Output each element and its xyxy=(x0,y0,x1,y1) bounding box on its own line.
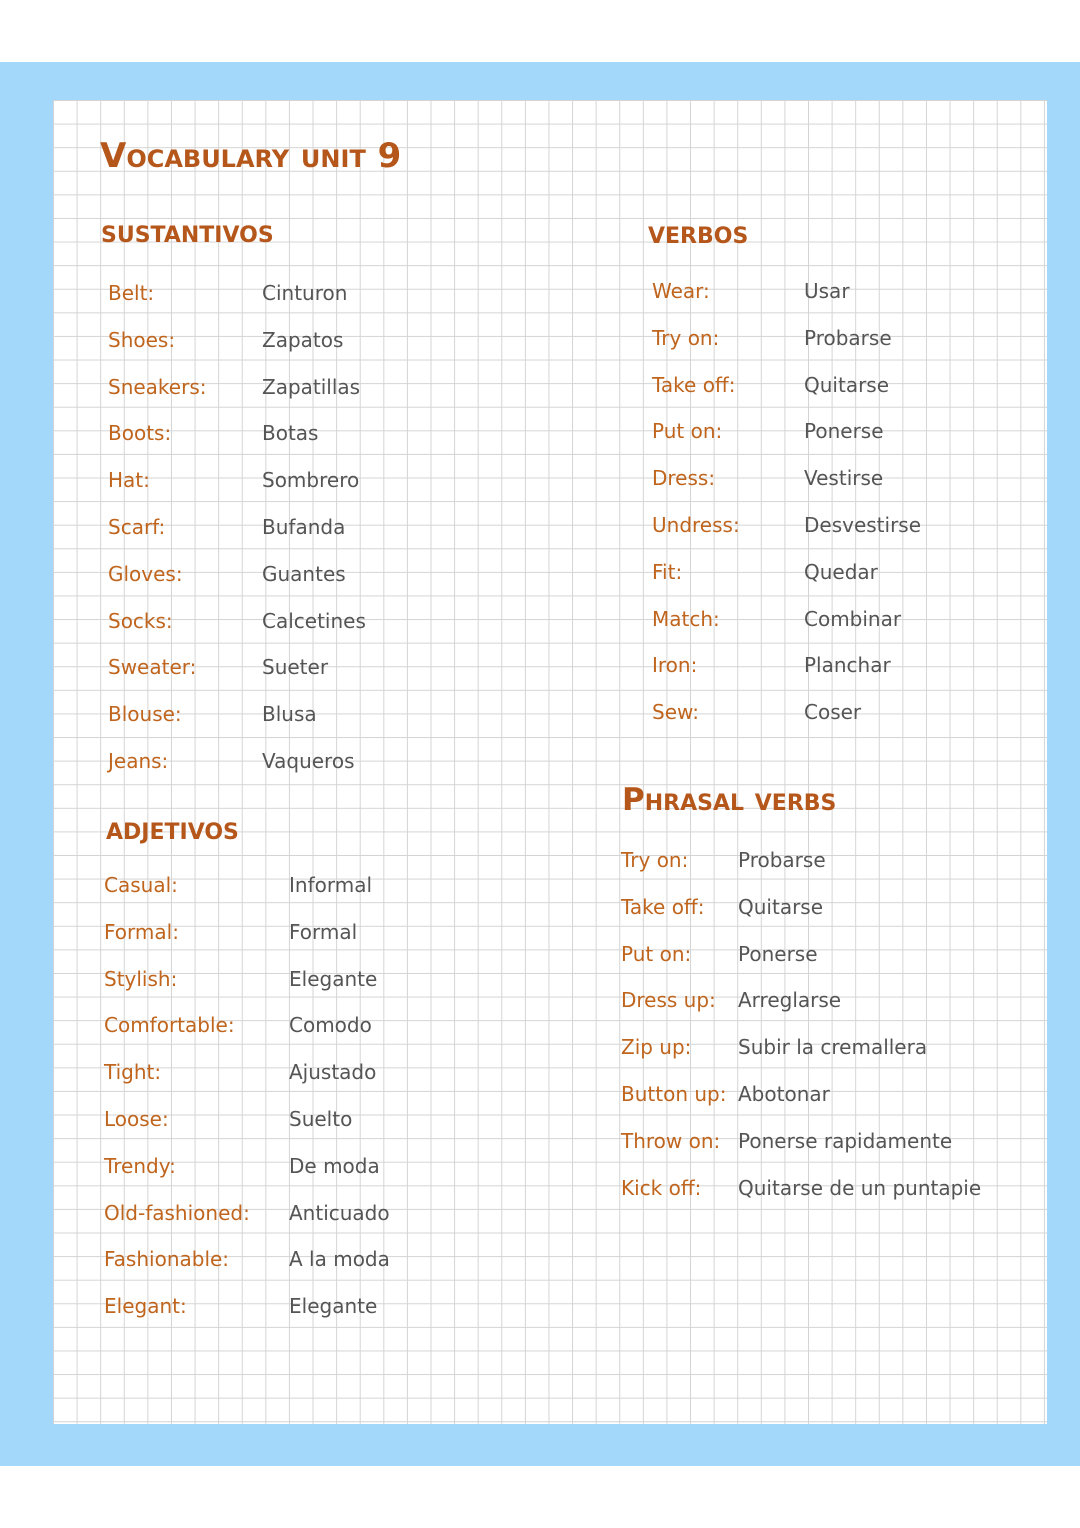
english-term: Trendy: xyxy=(104,1153,176,1178)
vocab-list-adjetivos xyxy=(104,873,424,1341)
spanish-translation: Calcetines xyxy=(262,608,366,633)
english-term: Dress: xyxy=(652,466,716,491)
vocab-row xyxy=(652,513,952,560)
spanish-translation: Formal xyxy=(289,919,358,944)
spanish-translation: Quedar xyxy=(804,559,878,584)
english-term: Boots: xyxy=(108,421,172,446)
vocab-row xyxy=(108,749,408,796)
spanish-translation: Cinturon xyxy=(262,281,348,305)
english-term: Iron: xyxy=(652,653,698,678)
spanish-translation: Elegante xyxy=(289,966,378,991)
english-term: Dress up: xyxy=(621,988,716,1013)
vocab-row xyxy=(652,700,952,747)
vocab-row xyxy=(621,1082,1021,1129)
english-term: Casual: xyxy=(104,873,178,897)
vocab-row xyxy=(108,655,408,702)
english-term: Fashionable: xyxy=(104,1247,230,1272)
vocab-row xyxy=(104,920,424,967)
vocab-row xyxy=(652,419,952,466)
vocab-list-phrasal-verbs xyxy=(621,848,1021,1222)
english-term: Comfortable: xyxy=(104,1013,235,1038)
spanish-translation: Ponerse xyxy=(804,419,884,444)
spanish-translation: Ponerse xyxy=(738,941,818,966)
spanish-translation: A la moda xyxy=(289,1247,390,1272)
english-term: Socks: xyxy=(108,608,173,633)
vocab-row xyxy=(621,1176,1021,1223)
english-term: Button up: xyxy=(621,1081,727,1106)
english-term: Blouse: xyxy=(108,702,182,727)
spanish-translation: Vestirse xyxy=(804,466,884,491)
spanish-translation: Zapatos xyxy=(262,327,344,352)
english-term: Tight: xyxy=(104,1060,162,1085)
spanish-translation: Vaqueros xyxy=(262,748,355,773)
spanish-translation: Quitarse xyxy=(804,372,890,397)
vocab-row xyxy=(104,1247,424,1294)
vocab-list-sustantivos xyxy=(108,281,408,796)
vocab-row xyxy=(621,848,1021,895)
english-term: Loose: xyxy=(104,1106,169,1131)
vocab-row xyxy=(108,515,408,562)
section-heading-verbos: verbos xyxy=(648,215,749,251)
english-term: Formal: xyxy=(104,919,179,944)
vocab-row xyxy=(621,988,1021,1035)
spanish-translation: Usar xyxy=(804,279,850,303)
vocab-row xyxy=(104,1013,424,1060)
vocab-row xyxy=(652,373,952,420)
vocab-row xyxy=(621,1035,1021,1082)
english-term: Hat: xyxy=(108,468,150,493)
vocab-row xyxy=(652,466,952,513)
english-term: Stylish: xyxy=(104,966,178,991)
spanish-translation: Subir la cremallera xyxy=(738,1035,928,1060)
english-term: Shoes: xyxy=(108,327,176,352)
english-term: Gloves: xyxy=(108,561,183,586)
english-term: Try on: xyxy=(621,848,689,872)
spanish-translation: Desvestirse xyxy=(804,512,922,537)
spanish-translation: Anticuado xyxy=(289,1200,390,1225)
spanish-translation: Elegante xyxy=(289,1294,378,1319)
spanish-translation: Planchar xyxy=(804,653,891,678)
spanish-translation: Zapatillas xyxy=(262,374,361,399)
vocab-row xyxy=(108,421,408,468)
spanish-translation: Sueter xyxy=(262,655,329,680)
vocab-row xyxy=(108,468,408,515)
vocab-row xyxy=(652,653,952,700)
vocab-row xyxy=(104,1060,424,1107)
english-term: Match: xyxy=(652,606,720,631)
spanish-translation: Probarse xyxy=(804,325,892,350)
vocab-row xyxy=(108,609,408,656)
english-term: Put on: xyxy=(652,419,723,444)
section-heading-sustantivos: sustantivos xyxy=(101,214,274,250)
vocab-row xyxy=(108,562,408,609)
vocab-row xyxy=(108,375,408,422)
spanish-translation: Abotonar xyxy=(738,1081,830,1106)
vocab-row xyxy=(108,281,408,328)
english-term: Put on: xyxy=(621,941,692,966)
spanish-translation: De moda xyxy=(289,1153,380,1178)
vocab-row xyxy=(652,326,952,373)
english-term: Take off: xyxy=(621,894,705,919)
spanish-translation: Ajustado xyxy=(289,1060,377,1085)
spanish-translation: Quitarse xyxy=(738,894,824,919)
spanish-translation: Bufanda xyxy=(262,514,346,539)
vocab-row xyxy=(104,1201,424,1248)
english-term: Take off: xyxy=(652,372,736,397)
vocab-row xyxy=(621,942,1021,989)
spanish-translation: Coser xyxy=(804,700,862,725)
english-term: Sneakers: xyxy=(108,374,207,399)
vocab-row xyxy=(104,1154,424,1201)
spanish-translation: Botas xyxy=(262,421,319,446)
english-term: Zip up: xyxy=(621,1035,692,1060)
english-term: Undress: xyxy=(652,512,740,537)
english-term: Old-fashioned: xyxy=(104,1200,250,1225)
vocab-row xyxy=(652,560,952,607)
vocab-row xyxy=(652,279,952,326)
spanish-translation: Informal xyxy=(289,873,373,897)
english-term: Elegant: xyxy=(104,1294,187,1319)
spanish-translation: Guantes xyxy=(262,561,346,586)
vocab-row xyxy=(108,702,408,749)
spanish-translation: Sombrero xyxy=(262,468,360,493)
english-term: Sweater: xyxy=(108,655,197,680)
spanish-translation: Probarse xyxy=(738,848,826,872)
spanish-translation: Quitarse de un puntapie xyxy=(738,1175,982,1200)
english-term: Wear: xyxy=(652,279,710,303)
english-term: Fit: xyxy=(652,559,683,584)
vocab-row xyxy=(621,1129,1021,1176)
spanish-translation: Blusa xyxy=(262,702,317,727)
english-term: Try on: xyxy=(652,325,720,350)
vocab-list-verbos xyxy=(652,279,952,747)
vocab-row xyxy=(104,1294,424,1341)
section-heading-phrasal-verbs: Phrasal verbs xyxy=(622,782,837,818)
english-term: Throw on: xyxy=(621,1128,721,1153)
vocab-row xyxy=(104,967,424,1014)
spanish-translation: Suelto xyxy=(289,1106,353,1131)
english-term: Belt: xyxy=(108,281,155,305)
english-term: Sew: xyxy=(652,700,700,725)
spanish-translation: Arreglarse xyxy=(738,988,842,1013)
vocab-row xyxy=(104,873,424,920)
spanish-translation: Comodo xyxy=(289,1013,372,1038)
vocab-row xyxy=(652,607,952,654)
spanish-translation: Combinar xyxy=(804,606,902,631)
english-term: Kick off: xyxy=(621,1175,702,1200)
vocab-row xyxy=(621,895,1021,942)
english-term: Jeans: xyxy=(108,748,169,773)
english-term: Scarf: xyxy=(108,514,166,539)
vocab-row xyxy=(104,1107,424,1154)
vocab-row xyxy=(108,328,408,375)
page-title: Vocabulary unit 9 xyxy=(100,136,402,176)
spanish-translation: Ponerse rapidamente xyxy=(738,1128,953,1153)
section-heading-adjetivos: adjetivos xyxy=(106,811,239,847)
